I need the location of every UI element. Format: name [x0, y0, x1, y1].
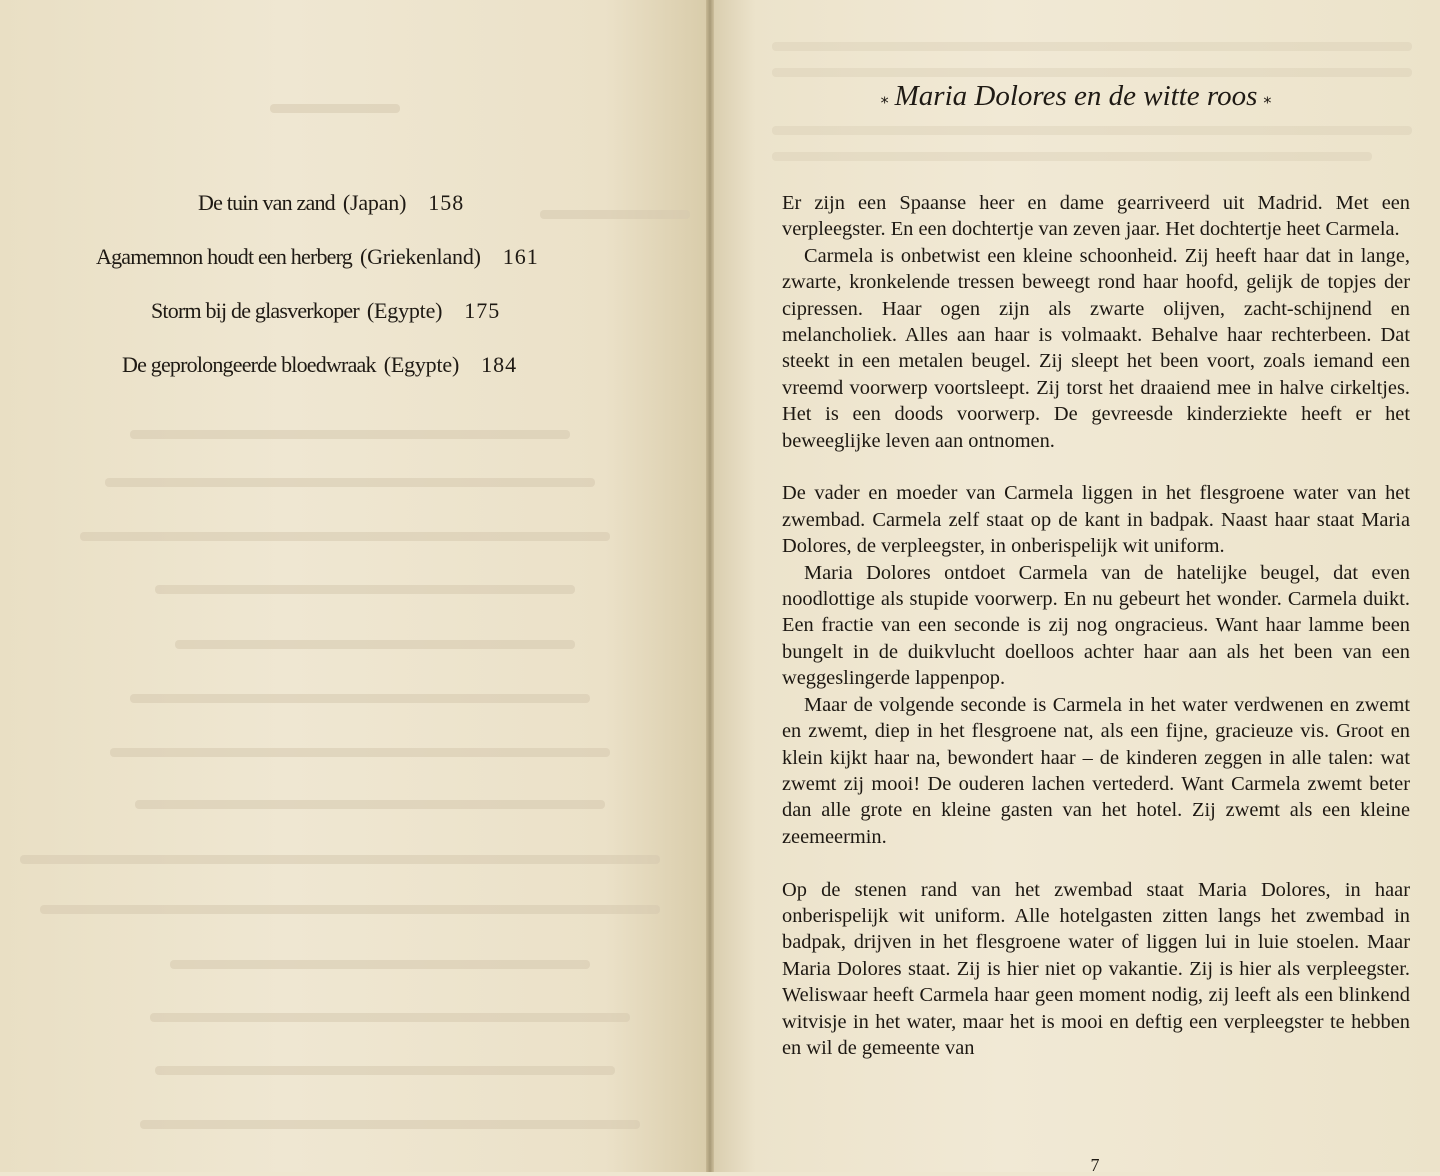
book-spine — [706, 0, 714, 1172]
paragraph: Op de stenen rand van het zwembad staat Maria Dolores, in haar onberispelijk wit uniform. Alle hotelgasten zitten langs het zwembad in badpak, drijven in het flesgroene water of liggen lui in luie stoelen. Maar Maria Dolores staat. Zij is hier niet op vakantie. Zij is hier als verpleegster. Weliswaar heeft Carmela haar geen moment nodig, zij leeft als een blinkend witvisje in het water, maar het is mooi en deftig een verpleegster te hebben en wil de gemeente van — [782, 878, 1410, 1059]
toc-entry-page: 184 — [481, 352, 518, 377]
toc-entry-title: De geprolongeerde bloedwraak — [122, 352, 376, 377]
toc-entry — [122, 352, 517, 378]
bleed-through-line — [772, 152, 1372, 161]
bleed-through-line — [155, 585, 575, 594]
paragraph: Er zijn een Spaanse heer en dame gearriveerd uit Madrid. Met een verpleegster. En een dochtertje van zeven jaar. Het dochtertje heet Carmela. — [782, 192, 1410, 241]
toc-entry-region: (Japan) — [342, 190, 407, 215]
toc-entry-region: (Griekenland) — [359, 244, 481, 269]
ornament-star-icon: ⁎ — [1263, 90, 1272, 108]
bleed-through-line — [135, 800, 605, 809]
page-number-value: 7 — [1090, 1155, 1100, 1175]
bleed-through-line — [155, 1066, 615, 1075]
paragraph: Maar de volgende seconde is Carmela in het water verdwenen en zwemt en zwemt, diep in het flesgroene nat, als een fijne, gracieuze vis. Groot en klein kijkt haar na, bewondert haar – de kinderen zeggen in alle talen: wat zwemt zij mooi! De ouderen lachen vertederd. Want Carmela zwemt beter dan alle grote en kleine gasten van het hotel. Zij zwemt als een kleine zeemeermin. — [782, 693, 1410, 848]
bleed-through-line — [772, 42, 1412, 51]
toc-entry-page: 161 — [502, 244, 539, 269]
toc-entry-page: 158 — [428, 190, 465, 215]
paragraph: Carmela is onbetwist een kleine schoonheid. Zij heeft haar dat in lange, zwarte, kronkelende tressen beweegt rond haar hoofd, gelijk de topjes der cipressen. Haar ogen zijn als zwarte olijven, zacht-schijnend en melancholiek. Alles aan haar is volmaakt. Behalve haar rechterbeen. Dat steekt in een metalen beugel. Zij sleept het been voort, zoals iemand een vreemd voorwerp voortsleept. Zij torst het draaiend mee in halve cirkeltjes. Het is een doods voorwerp. De gevreesde kinderziekte heeft er het beweeglijke leven aan ontnomen. — [782, 244, 1410, 452]
toc-entry-region: (Egypte) — [366, 298, 443, 323]
bleed-through-line — [140, 1120, 640, 1129]
toc-entry-title: De tuin van zand — [198, 190, 335, 215]
bleed-through-line — [170, 960, 590, 969]
toc-entry-page: 175 — [464, 298, 501, 323]
toc-entry-region: (Egypte) — [383, 352, 460, 377]
bleed-through-line — [540, 210, 690, 219]
paragraph: Maria Dolores ontdoet Carmela van de hatelijke beugel, dat even noodlottige als stupide voorwerp. En nu gebeurt het wonder. Carmela duikt. Een fractie van een seconde is zij nog ongracieus. Want haar lamme been bungelt in de duikvlucht doelloos achter haar aan als het been van een weggeslingerde lappenpop. — [782, 561, 1410, 690]
toc-entry-title: Agamemnon houdt een herberg — [96, 244, 352, 269]
bleed-through-line — [80, 532, 610, 541]
bleed-through-line — [40, 905, 660, 914]
bleed-through-line — [175, 640, 575, 649]
bleed-through-line — [150, 1013, 630, 1022]
toc-entry-title: Storm bij de glasverkoper — [151, 298, 359, 323]
bleed-through-line — [105, 478, 595, 487]
bleed-through-line — [130, 694, 590, 703]
page-number — [1070, 1155, 1120, 1176]
paragraph: De vader en moeder van Carmela liggen in het flesgroene water van het zwembad. Carmela zelf staat op de kant in badpak. Naast haar staat Maria Dolores, de verpleegster, in onberispelijk wit uniform. — [782, 482, 1410, 558]
left-page — [0, 0, 712, 1172]
toc-entry — [96, 244, 539, 270]
toc-entry — [198, 190, 464, 216]
bleed-through-line — [130, 430, 570, 439]
bleed-through-line — [20, 855, 660, 864]
chapter-body — [782, 190, 1410, 1061]
bleed-through-line — [772, 126, 1412, 135]
ornament-star-icon: ⁎ — [880, 90, 889, 108]
bleed-through-line — [772, 68, 1412, 77]
bleed-through-line — [110, 748, 610, 757]
chapter-title: Maria Dolores en de witte roos — [894, 80, 1258, 112]
bleed-through-line — [270, 104, 400, 113]
chapter-heading — [712, 80, 1440, 113]
toc-entry — [151, 298, 500, 324]
